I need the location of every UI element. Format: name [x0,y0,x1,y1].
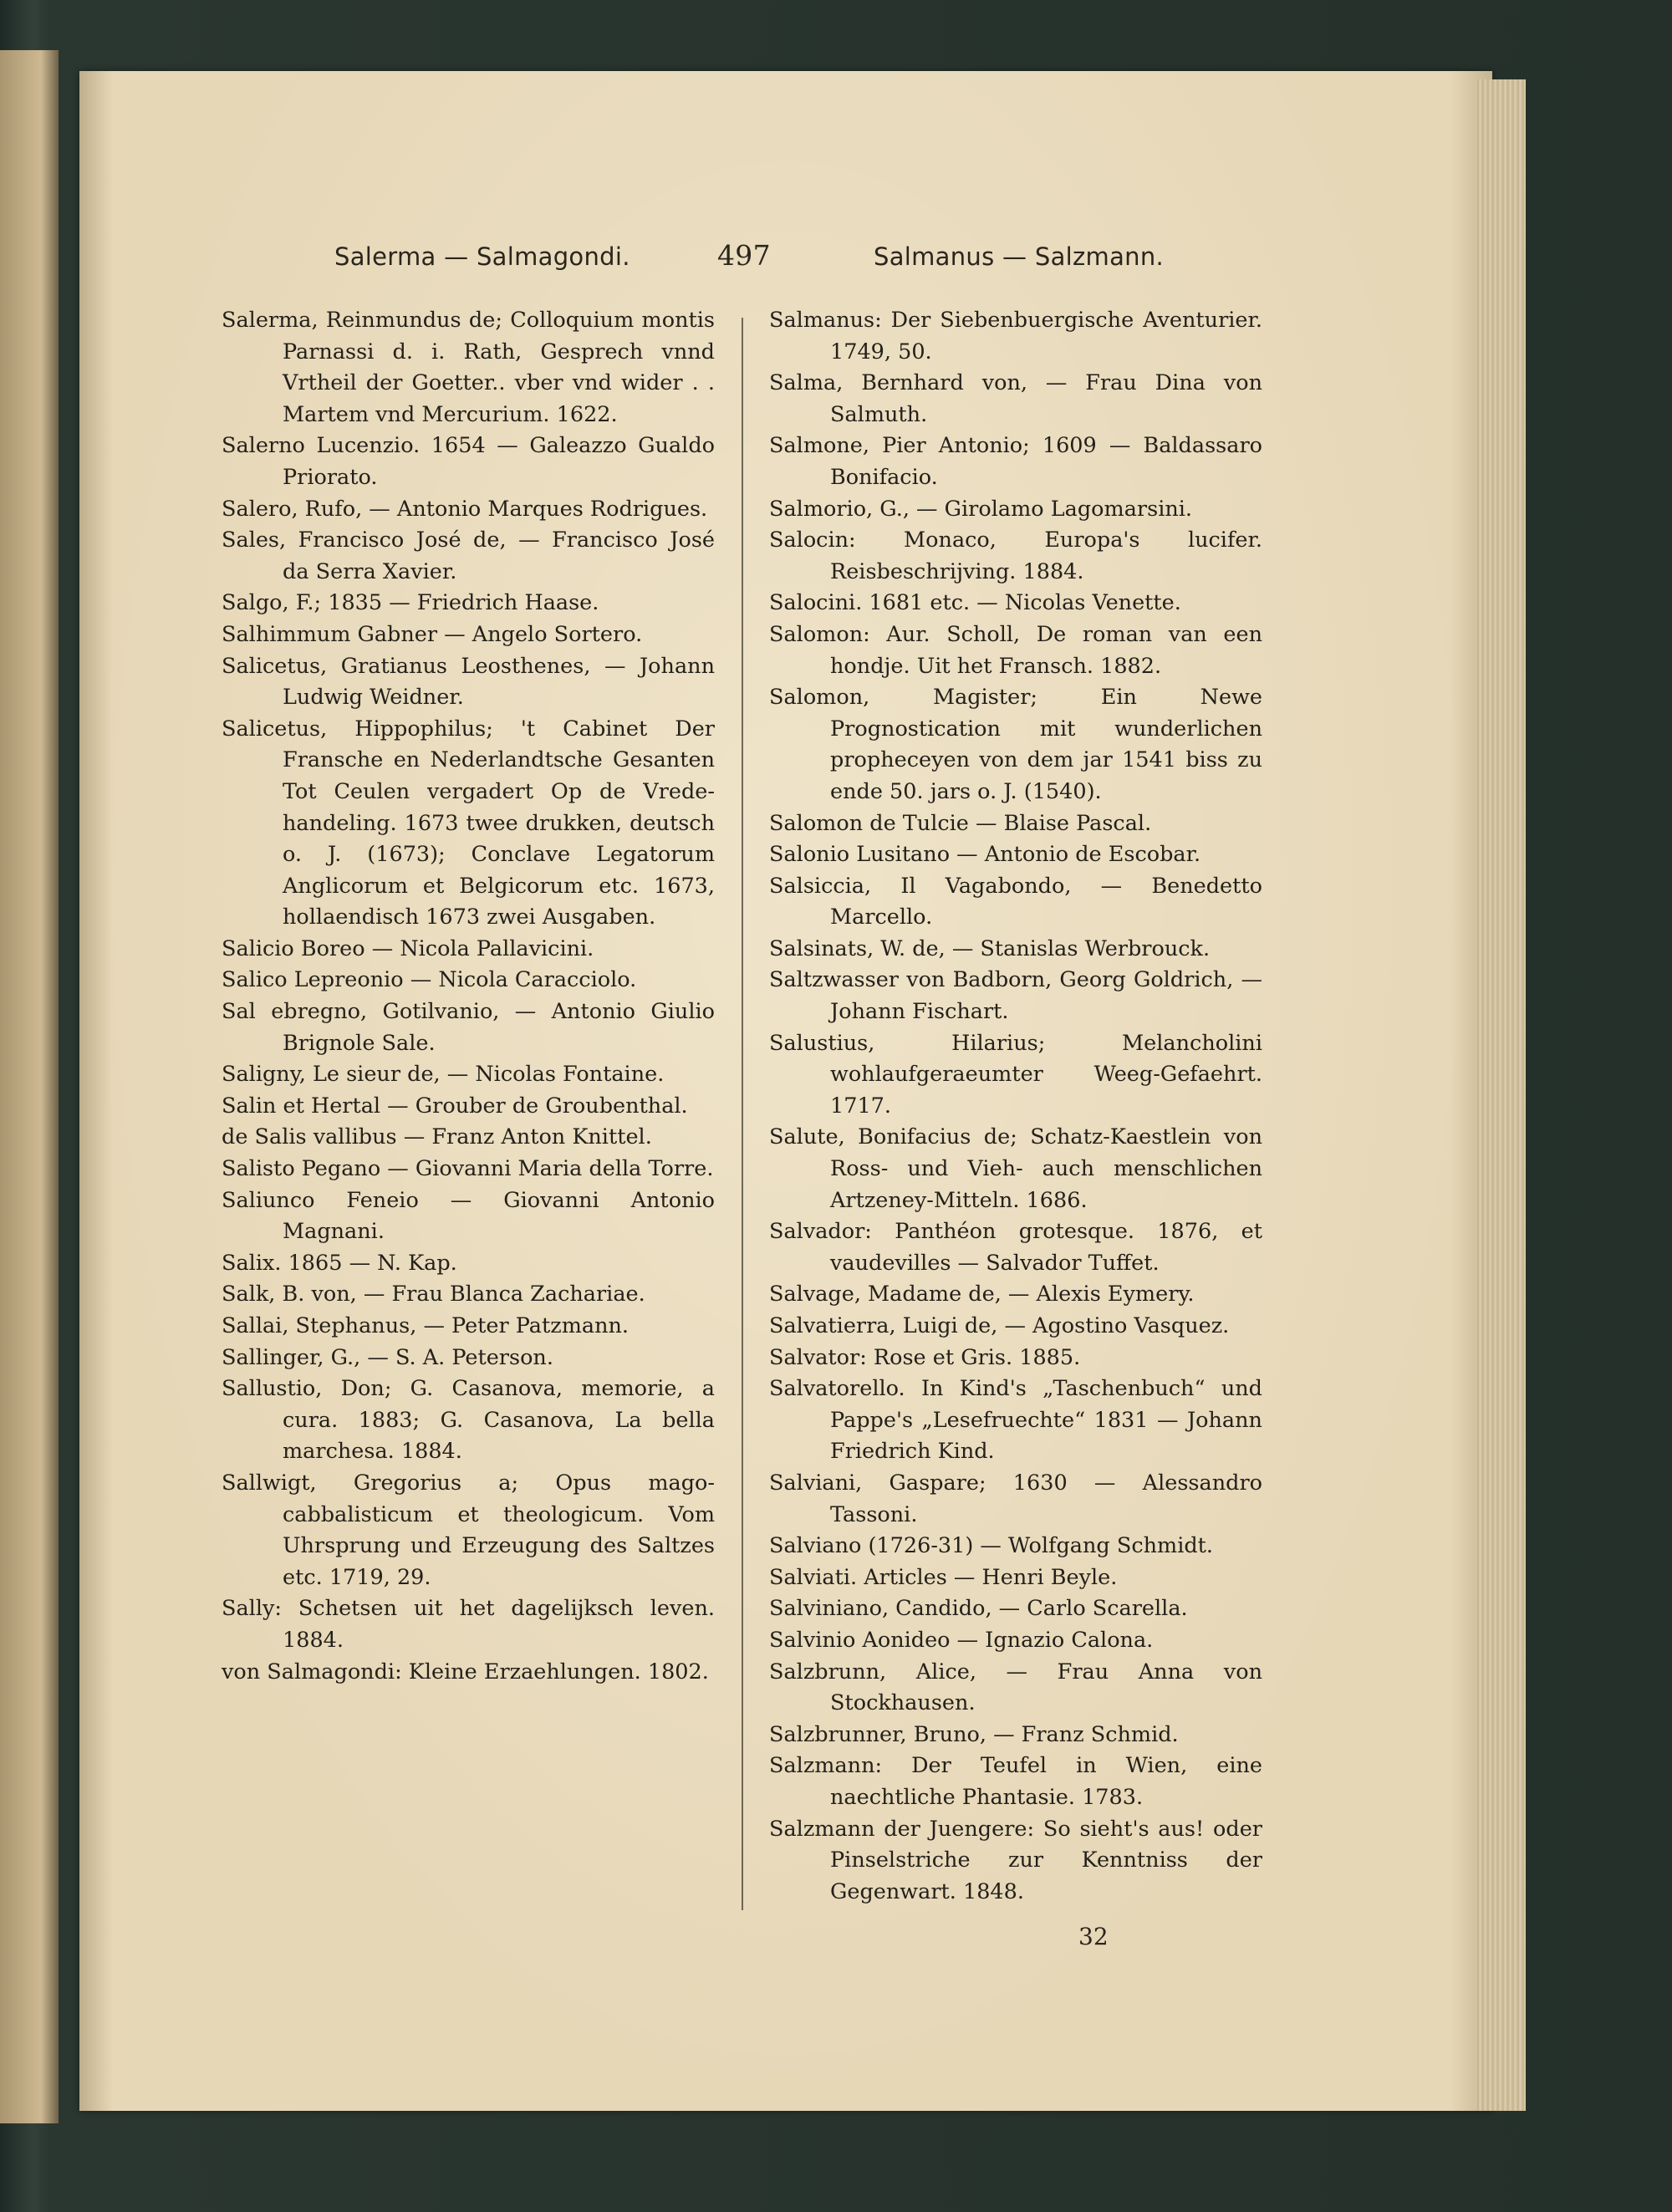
index-entry: Salisto Pegano — Giovanni Maria della Torre. [222,1156,714,1182]
index-entry: Salix. 1865 — N. Kap. [222,1250,457,1276]
index-entry: Salma, Bernhard von, — Frau Dina von Salmuth. [769,370,1262,427]
column-divider [742,318,743,1910]
index-entry: Salerma, Reinmundus de; Colloquium montis Parnassi d. i. Rath, Gesprech vnnd Vrtheil der Goetter.. vber vnd wider . . Martem vnd Mercurium. 1622. [222,308,715,427]
index-entry: Salzmann der Juengere: So sieht's aus! oder Pinselstriche zur Kenntniss der Gegenwart. 1848. [769,1816,1262,1904]
signature-mark: 32 [1078,1923,1109,1950]
index-entry: Salsiccia, Il Vagabondo, — Benedetto Marcello. [769,873,1262,930]
index-entry: Sallai, Stephanus, — Peter Patzmann. [222,1313,630,1338]
index-entry: Salicio Boreo — Nicola Pallavicini. [222,935,594,961]
index-entry: Salvador: Panthéon grotesque. 1876, et vaudevilles — Salvador Tuffet. [769,1219,1262,1276]
index-entry: Sal ebregno, Gotilvanio, — Antonio Giulio Brignole Sale. [222,999,715,1056]
index-entry: Salicetus, Hippophilus; 't Cabinet Der Fransche en Nederlandtsche Gesanten Tot Ceulen vergadert Op de Vrede-handeling. 1673 twee drukken, deutsch o. J. (1673); Conclave Legatorum Anglicorum et Belgicorum etc. 1673, hollaendisch 1673 zwei Ausgaben. [222,716,715,930]
index-entry: Salmanus: Der Siebenbuergische Aventurier. 1749, 50. [769,308,1262,364]
index-entry: Saltzwasser von Badborn, Georg Goldrich, — Johann Fischart. [769,967,1262,1025]
index-entry: Salonio Lusitano — Antonio de Escobar. [769,842,1201,868]
index-entry: Salute, Bonifacius de; Schatz-Kaestlein von Ross- und Vieh- auch menschlichen Artzeney-Mitteln. 1686. [769,1124,1262,1213]
index-entry: Salviano (1726-31) — Wolfgang Schmidt. [769,1533,1214,1559]
index-entry: Salero, Rufo, — Antonio Marques Rodrigues. [222,496,708,522]
page-stack-edges [1476,79,1526,2111]
index-entry: Salomon de Tulcie — Blaise Pascal. [769,810,1152,836]
left-column [222,305,715,1688]
index-entry: Salocini. 1681 etc. — Nicolas Venette. [769,590,1181,616]
running-head-left: Salerma — Salmagondi. [334,242,630,271]
index-entry: Salviati. Articles — Henri Beyle. [769,1564,1118,1590]
index-entry: Sallustio, Don; G. Casanova, memorie, a cura. 1883; G. Casanova, La bella marchesa. 1884. [222,1376,715,1465]
index-entry: Salmone, Pier Antonio; 1609 — Baldassaro Bonifacio. [769,433,1262,490]
index-entry: Salerno Lucenzio. 1654 — Galeazzo Gualdo Priorato. [222,433,715,490]
index-entry: Saligny, Le sieur de, — Nicolas Fontaine. [222,1062,665,1088]
index-entry: Salicetus, Gratianus Leosthenes, — Johann Ludwig Weidner. [222,653,715,711]
running-head-right: Salmanus — Salzmann. [874,242,1165,271]
index-entry: Salgo, F.; 1835 — Friedrich Haase. [222,590,599,616]
index-entry: Saliunco Feneio — Giovanni Antonio Magnani. [222,1187,715,1245]
index-entry: Salico Lepreonio — Nicola Caracciolo. [222,967,637,993]
index-entry: Salocin: Monaco, Europa's lucifer. Reisbeschrijving. 1884. [769,528,1262,584]
page-number: 497 [717,239,771,272]
index-entry: Salmorio, G., — Girolamo Lagomarsini. [769,496,1193,522]
index-entry: Salhimmum Gabner — Angelo Sortero. [222,621,643,647]
index-entry: Salsinats, W. de, — Stanislas Werbrouck. [769,935,1211,961]
index-entry: de Salis vallibus — Franz Anton Knittel. [222,1124,652,1150]
index-entry: Salzbrunner, Bruno, — Franz Schmid. [769,1721,1179,1747]
index-entry: Salvator: Rose et Gris. 1885. [769,1344,1081,1370]
index-entry: Salomon, Magister; Ein Newe Prognostication mit wunderlichen propheceyen von dem jar 1541 biss zu ende 50. jars o. J. (1540). [769,685,1262,804]
index-entry: Salvatierra, Luigi de, — Agostino Vasquez. [769,1313,1230,1338]
index-entry: von Salmagondi: Kleine Erzaehlungen. 1802. [222,1659,709,1684]
index-entry: Sallinger, G., — S. A. Peterson. [222,1344,553,1370]
right-column [769,305,1262,1908]
index-entry: Salzmann: Der Teufel in Wien, eine naechtliche Phantasie. 1783. [769,1753,1262,1810]
index-entry: Salustius, Hilarius; Melancholini wohlaufgeraeumter Weeg-Gefaehrt. 1717. [769,1030,1262,1119]
index-entry: Salviani, Gaspare; 1630 — Alessandro Tassoni. [769,1470,1262,1527]
facing-page-edge [0,50,59,2123]
index-entry: Salvinio Aonideo — Ignazio Calona. [769,1627,1154,1653]
index-entry: Sales, Francisco José de, — Francisco José da Serra Xavier. [222,528,715,584]
index-entry: Salin et Hertal — Grouber de Groubenthal. [222,1093,688,1119]
index-entry: Salviniano, Candido, — Carlo Scarella. [769,1596,1188,1622]
index-entry: Sallwigt, Gregorius a; Opus mago-cabbalisticum et theologicum. Vom Uhrsprung und Erzeugung des Saltzes etc. 1719, 29. [222,1470,715,1590]
index-entry: Salzbrunn, Alice, — Frau Anna von Stockhausen. [769,1659,1262,1716]
index-entry: Salomon: Aur. Scholl, De roman van een hondje. Uit het Fransch. 1882. [769,621,1262,679]
index-entry: Salvage, Madame de, — Alexis Eymery. [769,1282,1195,1307]
index-entry: Sally: Schetsen uit het dagelijksch leven. 1884. [222,1596,715,1653]
index-entry: Salk, B. von, — Frau Blanca Zachariae. [222,1282,645,1307]
index-entry: Salvatorello. In Kind's „Taschenbuch“ und Pappe's „Lesefruechte“ 1831 — Johann Friedrich Kind. [769,1376,1262,1465]
